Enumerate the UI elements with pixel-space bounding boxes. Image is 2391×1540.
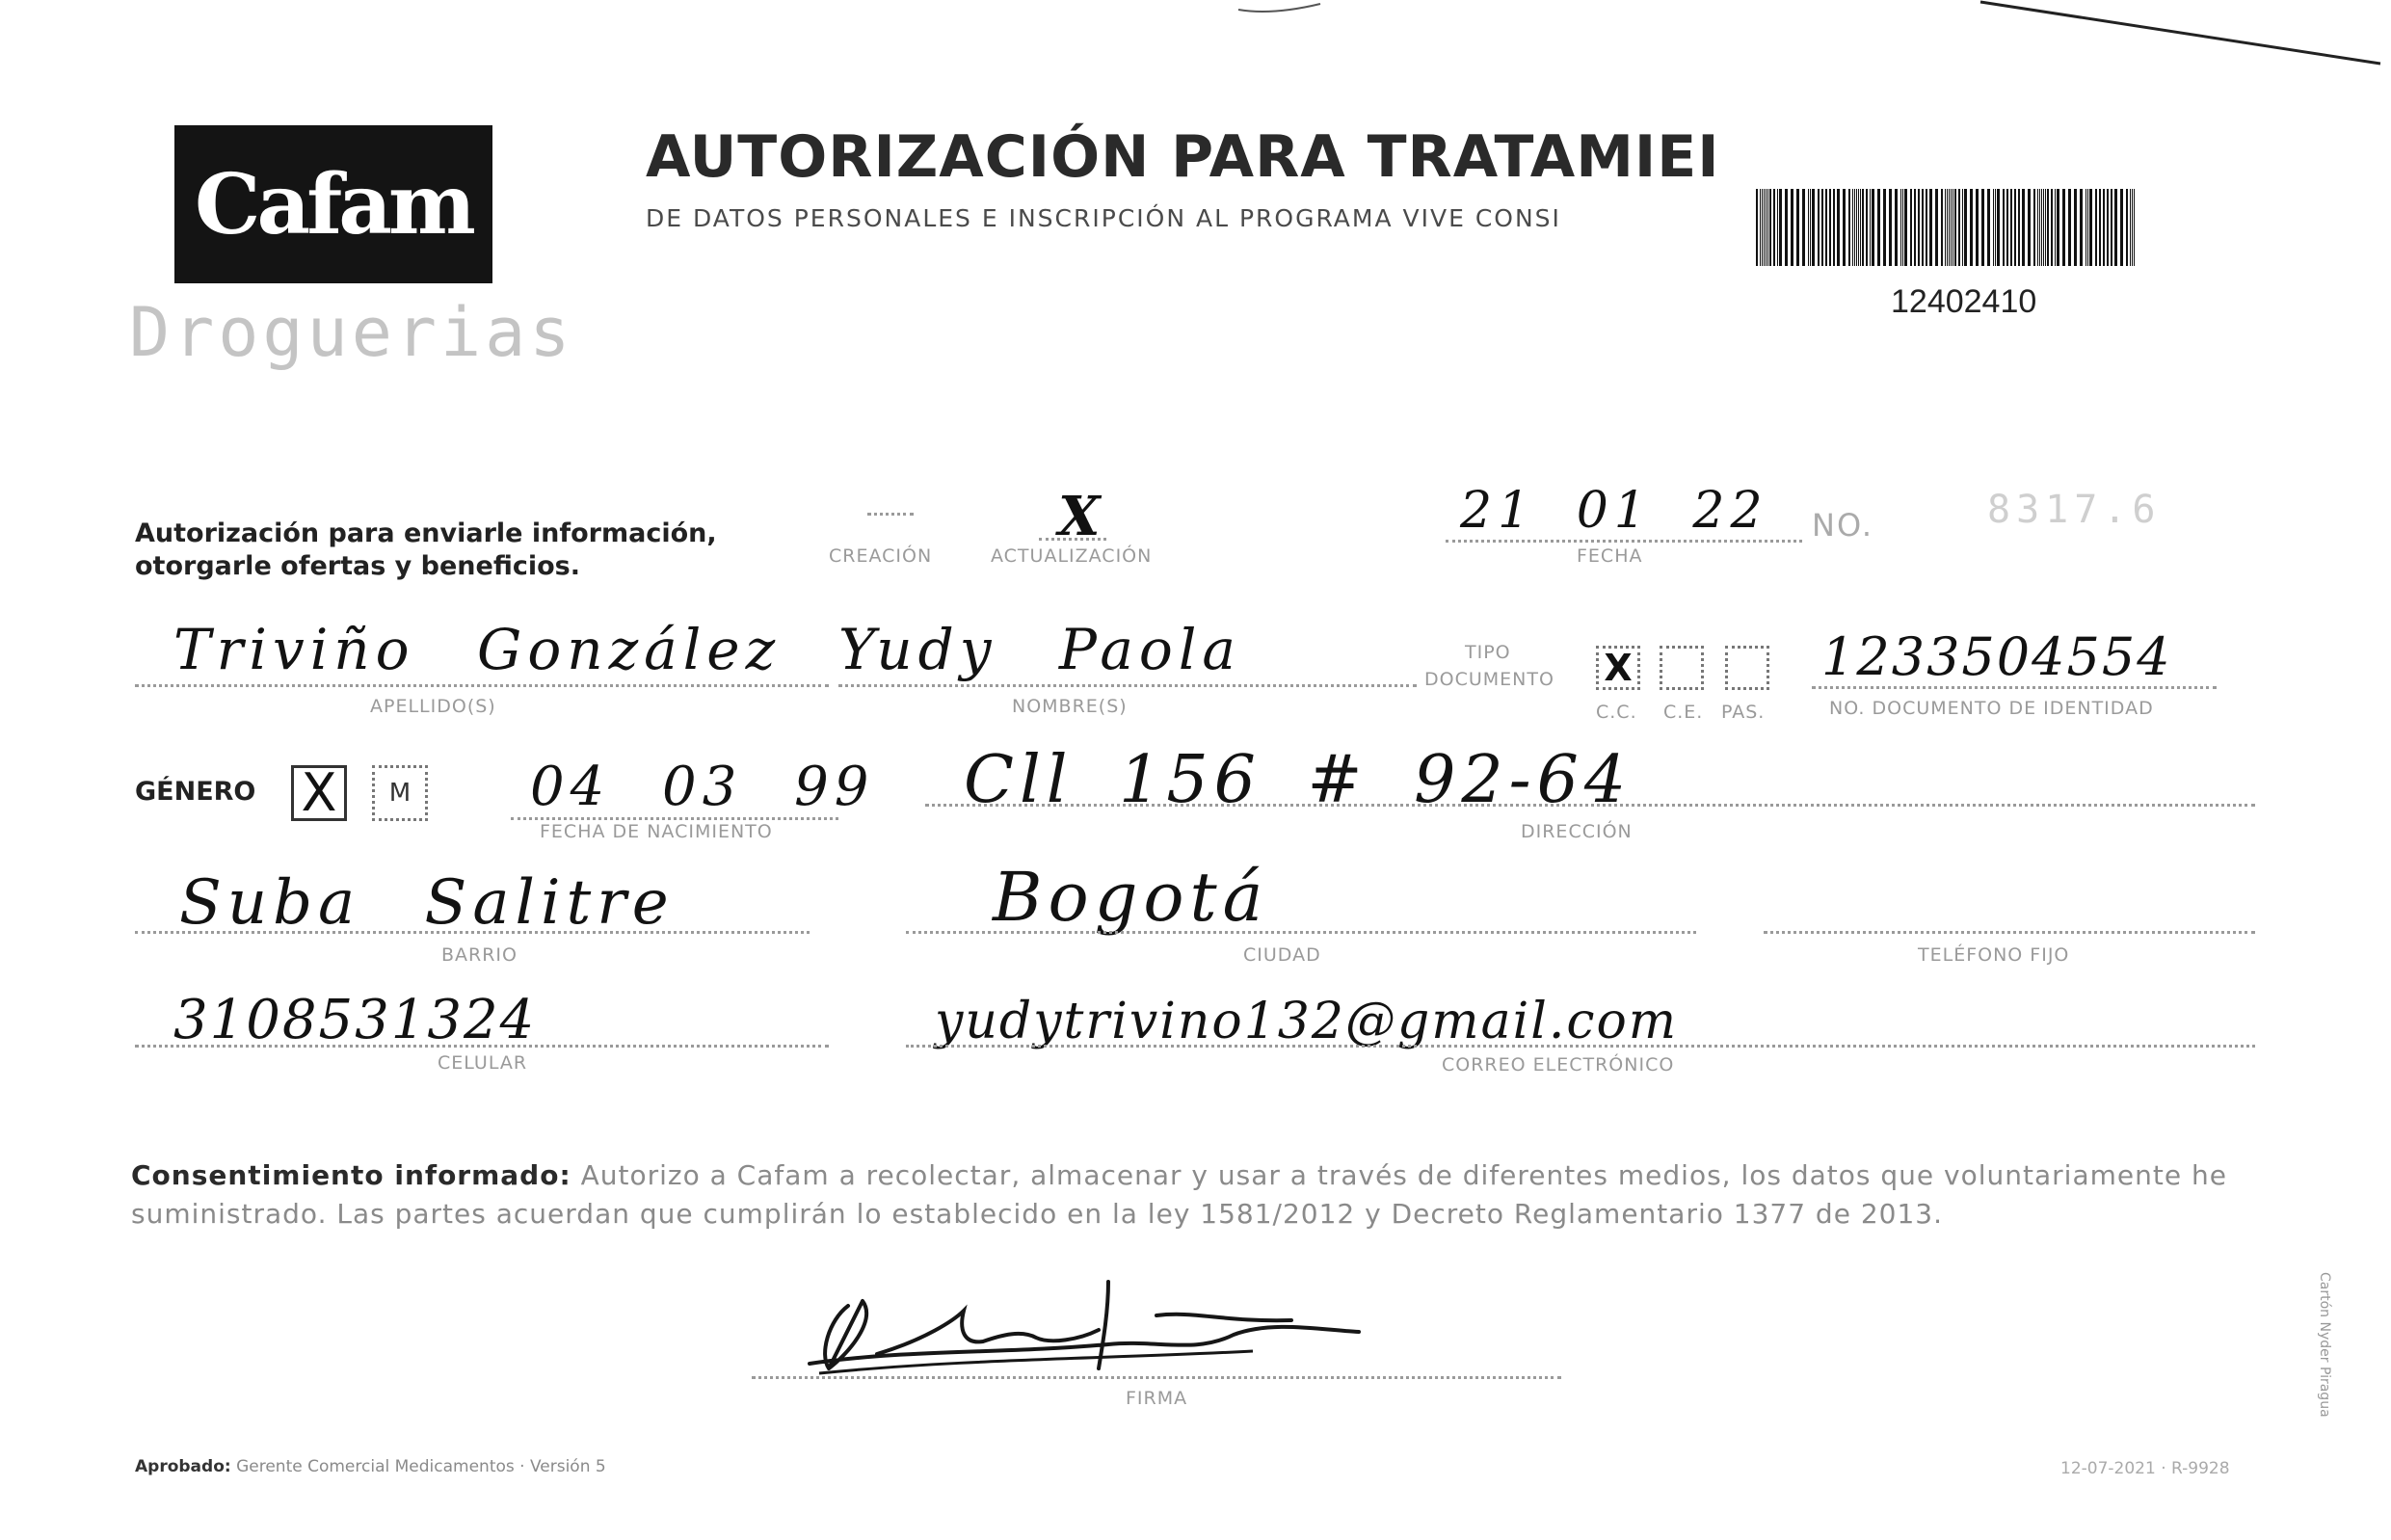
cc-label: C.C. (1596, 702, 1637, 723)
barcode-bar (1808, 189, 1809, 266)
consent-body: Autorizo a Cafam a recolectar, almacenar y usar a través de diferentes medios, los datos que voluntariamente he suministrado. Las partes acuerdan que cumplirán lo establecido en la ley 1581/2012 y Decreto Reglamentario 1377 de 2013. (131, 1159, 2227, 1230)
barcode-bar (1947, 189, 1948, 266)
barcode-bar (2041, 189, 2042, 266)
barcode-bar (1962, 189, 1963, 266)
barcode-bar (1902, 189, 1903, 266)
fecha-value[interactable]: 21 01 22 (1460, 482, 1768, 540)
barcode-bar (2003, 189, 2005, 266)
fecha-nacimiento-value[interactable]: 04 03 99 (530, 756, 875, 818)
pas-label: PAS. (1721, 702, 1766, 723)
barcode-bar (1854, 189, 1855, 266)
barcode-bar (2055, 189, 2056, 266)
barcode-bar (1785, 189, 1788, 266)
barcode-bar (1848, 189, 1850, 266)
genero-label: GÉNERO (135, 777, 256, 807)
barcode-bar (1843, 189, 1846, 266)
barcode-bar (1866, 189, 1868, 266)
barcode-bar (2047, 189, 2049, 266)
fecha-nacimiento-label: FECHA DE NACIMIENTO (540, 821, 773, 842)
footer-code: 12-07-2021 · R-9928 (2060, 1459, 2230, 1478)
ciudad-line (906, 931, 1696, 934)
creacion-line (867, 513, 914, 516)
barcode-bar (1860, 189, 1861, 266)
barcode-bar (1870, 189, 1871, 266)
scan-edge-line (0, 0, 2391, 77)
logo-text: Cafam (195, 155, 472, 253)
tipo-documento-label-1: TIPO (1465, 642, 1511, 663)
nombres-label: NOMBRE(S) (1012, 696, 1128, 717)
barcode-bar (2085, 189, 2086, 266)
barcode-bar (1796, 189, 1799, 266)
barcode-bar (1810, 189, 1811, 266)
footer-approved-text: Gerente Comercial Medicamentos · Versión 5 (236, 1457, 606, 1476)
barcode-bar (1895, 189, 1898, 266)
barcode-bar (1829, 189, 1831, 266)
barcode-bar (1922, 189, 1924, 266)
barcode-bar (2103, 189, 2105, 266)
ciudad-value[interactable]: Bogotá (993, 858, 1269, 937)
barcode-bar (2022, 189, 2025, 266)
barcode-bar (1762, 189, 1763, 266)
barcode-bar (2018, 189, 2020, 266)
authorization-label-line2: otorgarle ofertas y beneficios. (135, 551, 580, 581)
barcode-bar (1833, 189, 1835, 266)
document-value[interactable]: 1233504554 (1821, 626, 2172, 687)
barcode-bar (1767, 189, 1768, 266)
genero-f-mark: X (301, 762, 337, 823)
barcode-bar (1858, 189, 1859, 266)
barcode-bar (1949, 189, 1950, 266)
pas-checkbox[interactable] (1725, 646, 1769, 690)
signature-label: FIRMA (1126, 1388, 1188, 1409)
correo-label: CORREO ELECTRÓNICO (1442, 1054, 1675, 1075)
barcode-bar (1926, 189, 1927, 266)
barcode-bar (1976, 189, 1979, 266)
cafam-logo (174, 125, 492, 283)
barcode-bar (1951, 189, 1952, 266)
barcode-bar (1821, 189, 1823, 266)
barcode-bar (1883, 189, 1886, 266)
fecha-nacimiento-line (511, 817, 838, 820)
barcode-bar (1764, 189, 1765, 266)
consent-heading: Consentimiento informado: (131, 1159, 571, 1191)
barcode-bar (1777, 189, 1778, 266)
barcode-bar (1760, 189, 1761, 266)
direccion-value[interactable]: Cll 156 # 92-64 (964, 742, 1633, 818)
correo-line (906, 1045, 2255, 1048)
signature-line (752, 1376, 1561, 1379)
barcode-bar (1802, 189, 1805, 266)
barcode-bar (1862, 189, 1864, 266)
telefono-label: TELÉFONO FIJO (1918, 944, 2070, 966)
barcode-bar (2051, 189, 2053, 266)
apellidos-value[interactable]: Triviño González (173, 617, 782, 682)
barcode-bar (1929, 189, 1932, 266)
document-label: NO. DOCUMENTO DE IDENTIDAD (1829, 698, 2154, 719)
barcode-bar (2095, 189, 2097, 266)
barcode-bar (1941, 189, 1943, 266)
barcode-bar (1904, 189, 1907, 266)
cc-checkbox[interactable] (1596, 646, 1640, 690)
barcode-bar (1812, 189, 1815, 266)
barcode-bar (2006, 189, 2008, 266)
side-print-text: Cartón Nyder Piragua (2317, 1272, 2332, 1418)
barrio-label: BARRIO (441, 944, 518, 966)
barcode-bar (1889, 189, 1892, 266)
barcode-bar (2062, 189, 2065, 266)
genero-m-checkbox[interactable] (372, 765, 428, 821)
apellidos-line (135, 684, 829, 687)
ciudad-label: CIUDAD (1243, 944, 1321, 966)
document-line (1812, 686, 2217, 689)
barcode-bar (1958, 189, 1960, 266)
actualizacion-mark[interactable]: X (1058, 485, 1101, 548)
barcode-bar (2114, 189, 2117, 266)
barcode-bar (1935, 189, 1938, 266)
document-number: 12402410 (1891, 283, 2037, 320)
celular-label: CELULAR (438, 1052, 528, 1074)
barcode-bar (1852, 189, 1853, 266)
direccion-label: DIRECCIÓN (1521, 821, 1633, 842)
barcode-bar (2089, 189, 2092, 266)
ce-label: C.E. (1663, 702, 1704, 723)
nombres-value[interactable]: Yudy Paola (838, 617, 1241, 682)
barcode-bar (2074, 189, 2077, 266)
barcode-bar (2037, 189, 2038, 266)
barcode-bar (2107, 189, 2109, 266)
authorization-label-line1: Autorización para enviarle información, (135, 518, 717, 548)
barcode-bar (2126, 189, 2128, 266)
barcode-bar (1945, 189, 1946, 266)
barcode-bar (1987, 189, 1990, 266)
barcode-bar (1993, 189, 1994, 266)
barcode-bar (1837, 189, 1840, 266)
barcode-bar (1856, 189, 1857, 266)
barcode (1754, 189, 2139, 266)
tipo-documento-label-2: DOCUMENTO (1424, 669, 1554, 690)
footer-approved (135, 1457, 606, 1476)
barrio-line (135, 931, 810, 934)
actualizacion-label: ACTUALIZACIÓN (991, 545, 1153, 567)
subbrand-droguerias: Droguerias (129, 293, 574, 372)
correo-value[interactable]: yudytrivino132@gmail.com (935, 993, 1679, 1050)
barcode-bar (1995, 189, 1996, 266)
fecha-line (1446, 540, 1802, 543)
barcode-bar (2045, 189, 2046, 266)
celular-line (135, 1045, 829, 1048)
genero-f-checkbox[interactable] (291, 762, 347, 823)
no-label: NO. (1812, 507, 1873, 544)
barcode-bar (1954, 189, 1956, 266)
barcode-bar (2132, 189, 2133, 266)
barcode-bar (1769, 189, 1771, 266)
barcode-bar (2111, 189, 2112, 266)
barcode-bar (2039, 189, 2040, 266)
barcode-bar (1964, 189, 1967, 266)
barcode-bar (2120, 189, 2123, 266)
barcode-bar (2014, 189, 2016, 266)
form-subtitle: DE DATOS PERSONALES E INSCRIPCIÓN AL PROGRAMA VIVE CONSI (646, 204, 1561, 232)
fecha-label: FECHA (1577, 545, 1643, 567)
telefono-line (1764, 931, 2255, 934)
barcode-bar (1997, 189, 2000, 266)
footer-approved-label: Aprobado: (135, 1457, 231, 1476)
form-title: AUTORIZACIÓN PARA TRATAMIEI (646, 123, 1720, 191)
barcode-bar (2057, 189, 2059, 266)
no-value: 8317.6 (1987, 488, 2162, 532)
genero-m-label: M (388, 779, 412, 808)
barcode-bar (1779, 189, 1782, 266)
barcode-bar (2033, 189, 2035, 266)
barcode-bar (1773, 189, 1775, 266)
creacion-label: CREACIÓN (829, 545, 933, 567)
barcode-bar (2010, 189, 2012, 266)
barcode-bar (2028, 189, 2031, 266)
nombres-line (838, 684, 1417, 687)
barcode-bar (1900, 189, 1901, 266)
consent-paragraph (131, 1156, 2242, 1234)
barcode-bar (1877, 189, 1880, 266)
direccion-line (925, 804, 2255, 807)
barcode-bar (1914, 189, 1916, 266)
barcode-bar (2068, 189, 2071, 266)
barcode-bar (1791, 189, 1793, 266)
signature-drawing (790, 1262, 1368, 1388)
barcode-bar (2134, 189, 2135, 266)
barcode-bar (2080, 189, 2083, 266)
barcode-bar (1872, 189, 1874, 266)
barcode-bar (2087, 189, 2088, 266)
barcode-bar (1981, 189, 1984, 266)
barcode-bar (1756, 189, 1758, 266)
actualizacion-line (1039, 538, 1106, 541)
barcode-bar (2099, 189, 2101, 266)
cc-mark: X (1604, 647, 1633, 689)
barcode-bar (1910, 189, 1912, 266)
barrio-value[interactable]: Suba Salitre (179, 867, 675, 939)
barcode-bar (1766, 189, 1767, 266)
ce-checkbox[interactable] (1660, 646, 1704, 690)
barcode-bar (1918, 189, 1920, 266)
barcode-bar (2043, 189, 2044, 266)
barcode-bar (1825, 189, 1827, 266)
celular-value[interactable]: 3108531324 (173, 989, 537, 1051)
barcode-bar (1970, 189, 1973, 266)
barcode-bar (1818, 189, 1820, 266)
barcode-bar (2130, 189, 2131, 266)
apellidos-label: APELLIDO(S) (370, 696, 496, 717)
